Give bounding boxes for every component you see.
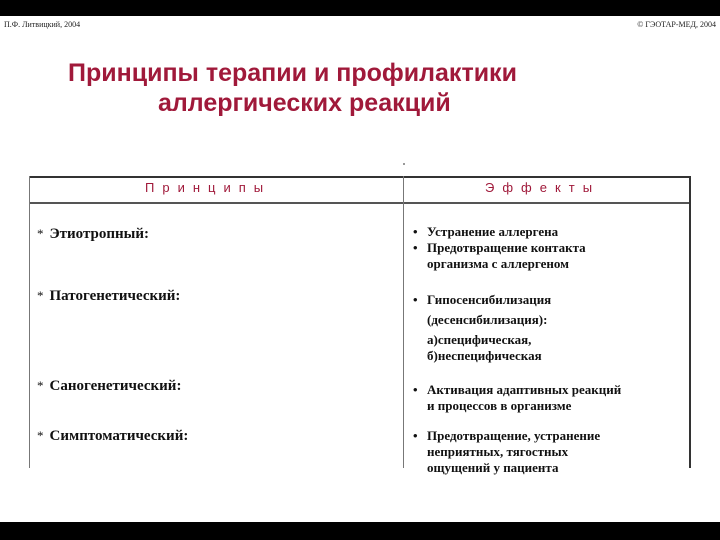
principle-etiotropic: * Этиотропный: [37,226,150,242]
effects-sanogenetic: • Активация адаптивных реакций и процессов в организме [413,382,622,413]
bullet: • [413,428,418,443]
slide-title-line-1: Принципы терапии и профилактики [68,59,517,87]
table-left-border [29,176,30,468]
principle-sanogenetic: * Саногенетический: [37,378,182,394]
principle-pathogenetic: * Патогенетический: [37,288,181,304]
effects-pathogenetic: • Гипосенсибилизация (десенсибилизация): а)специфическая, б)неспецифическая [413,292,552,363]
header-effects: Эффекты [485,180,601,195]
asterisk-marker: * [37,226,44,241]
table-column-divider [403,176,404,468]
author-credit: П.Ф. Литвицкий, 2004 [4,20,81,29]
bullet: • [413,382,418,397]
bullet: • [413,292,418,307]
slide-title-line-2: аллергических реакций [158,89,451,117]
decorative-dot [403,163,405,165]
principles-table [29,176,691,475]
asterisk-marker: * [37,428,44,443]
table-header-border [29,202,691,204]
publisher-credit: © ГЭОТАР-МЕД, 2004 [637,20,716,29]
principle-symptomatic: * Симптоматический: [37,428,189,444]
asterisk-marker: * [37,378,44,393]
bullet: • [413,240,418,255]
slide [0,16,720,522]
table-right-border [689,176,691,468]
asterisk-marker: * [37,288,44,303]
table-top-border [29,176,691,178]
slide-title [0,58,720,118]
effects-symptomatic: • Предотвращение, устранение неприятных, тягостных ощущений у пациента [413,428,601,475]
effects-etiotropic: • Устранение аллергена • Предотвращение контакта организма с аллергеном [413,224,586,271]
header-principles: Принципы [145,180,272,195]
bullet: • [413,224,418,239]
